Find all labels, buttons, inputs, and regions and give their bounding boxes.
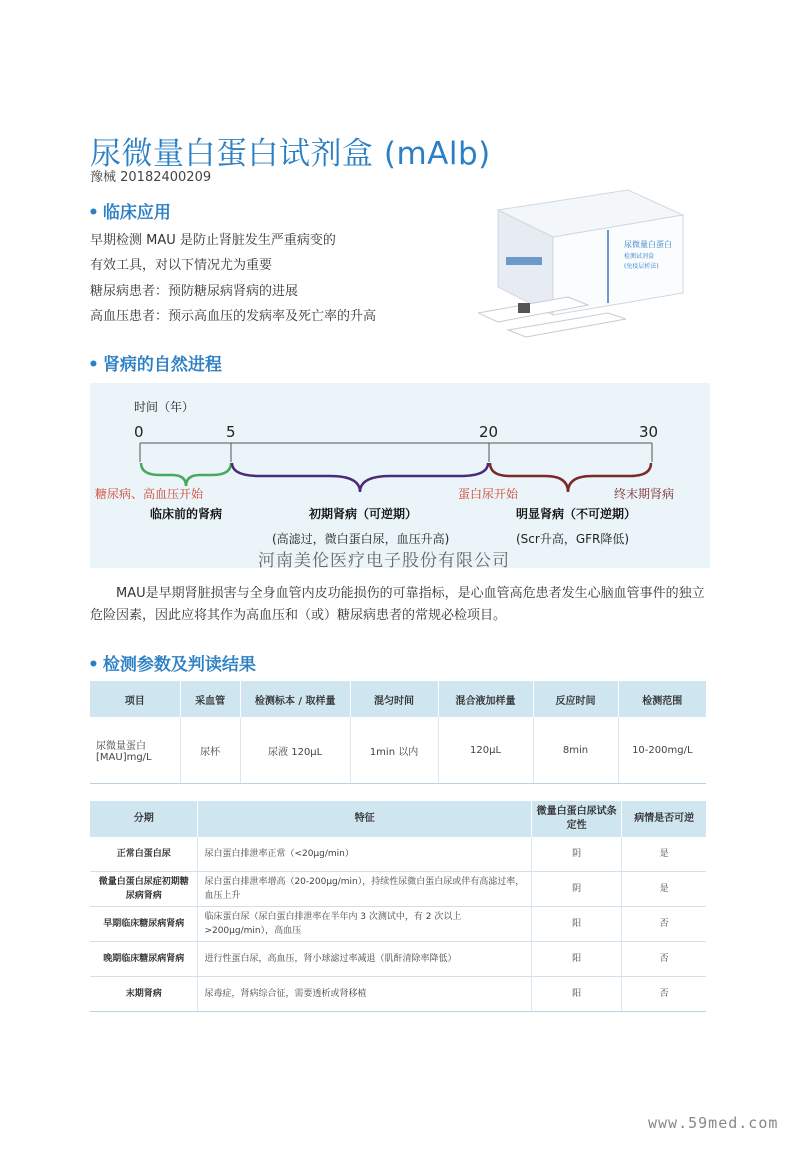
table-row [90, 717, 706, 784]
bullet-icon: • [88, 203, 99, 223]
params-col-header: 检测范围 [618, 681, 706, 717]
event-end: 终末期肾病 [614, 487, 675, 501]
table-row [90, 942, 706, 977]
brace-pre [141, 463, 231, 486]
params-table [90, 681, 706, 784]
site-url: www.59med.com [648, 1114, 779, 1132]
feature-cell: 进行性蛋白尿，高血压，肾小球滤过率减退（肌酐清除率降低） [198, 942, 531, 977]
brace-early [232, 463, 488, 492]
table-row [90, 872, 706, 907]
box-label: (免疫层析法) [624, 263, 659, 270]
company-watermark: 河南美伦医疗电子股份有限公司 [258, 551, 510, 571]
feature-cell: 尿毒症，肾病综合征，需要透析或肾移植 [198, 977, 531, 1012]
params-col-header: 检测标本 / 取样量 [240, 681, 350, 717]
stages-col-header: 微量白蛋白尿试条定性 [531, 801, 622, 837]
reversible-cell: 是 [622, 837, 706, 872]
stage-cell: 微量白蛋白尿症初期糖尿病肾病 [90, 872, 198, 907]
tick-30: 30 [639, 423, 659, 441]
params-heading [88, 650, 256, 675]
stages-col-header: 特征 [198, 801, 531, 837]
tick-5: 5 [226, 423, 236, 441]
event-start: 糖尿病、高血压开始 [95, 487, 204, 501]
reversible-cell: 是 [622, 872, 706, 907]
event-protein: 蛋白尿开始 [458, 487, 519, 501]
result-cell: 阳 [531, 942, 622, 977]
box-label: 尿微量白蛋白 [624, 240, 672, 249]
reversible-cell: 否 [622, 977, 706, 1012]
time-label: 时间（年） [134, 400, 195, 414]
stages-table [90, 801, 706, 1012]
stage-overt-note: (Scr升高，GFR降低) [516, 532, 630, 546]
reversible-cell: 否 [622, 907, 706, 942]
table-cell: 10-200mg/L [618, 717, 706, 784]
table-row [90, 907, 706, 942]
result-cell: 阳 [531, 977, 622, 1012]
table-cell: 120μL [438, 717, 533, 784]
result-cell: 阳 [531, 907, 622, 942]
mau-paragraph: MAU是早期肾脏损害与全身血管内皮功能损伤的可靠指标，是心血管高危患者发生心脑血管事件的独立危险因素，因此应将其作为高血压和（或）糖尿病患者的常规必检项目。 [90, 586, 705, 623]
table-cell: 尿液 120μL [240, 717, 350, 784]
stage-cell: 晚期临床糖尿病肾病 [90, 942, 198, 977]
clinical-line: 糖尿病患者：预防糖尿病肾病的进展 [90, 284, 299, 299]
clinical-line: 高血压患者：预示高血压的发病率及死亡率的升高 [90, 309, 377, 324]
table-cell: 1min 以内 [350, 717, 438, 784]
result-cell: 阴 [531, 872, 622, 907]
table-cell: 尿微量蛋白[MAU]mg/L [90, 717, 180, 784]
stages-col-header: 病情是否可逆 [622, 801, 706, 837]
tick-0: 0 [134, 423, 144, 441]
feature-cell: 尿白蛋白排泄率增高（20-200μg/min），持续性尿微白蛋白尿或伴有高滤过率，血压上升 [198, 872, 531, 907]
params-heading-text: 检测参数及判读结果 [102, 655, 256, 675]
page-title: 尿微量白蛋白试剂盒 (mAlb) [90, 136, 491, 172]
feature-cell: 临床蛋白尿（尿白蛋白排泄率在半年内 3 次测试中，有 2 次以上 >200μg/min），高血压 [198, 907, 531, 942]
stage-cell: 早期临床糖尿病肾病 [90, 907, 198, 942]
stage-cell: 正常白蛋白尿 [90, 837, 198, 872]
stages-header-row [90, 801, 706, 837]
stages-col-header: 分期 [90, 801, 198, 837]
clinical-line: 早期检测 MAU 是防止肾脏发生严重病变的 [90, 233, 336, 248]
progression-heading-text: 肾病的自然进程 [102, 355, 222, 375]
params-col-header: 混合液加样量 [438, 681, 533, 717]
bullet-icon: • [88, 355, 99, 375]
params-col-header: 项目 [90, 681, 180, 717]
params-col-header: 反应时间 [533, 681, 618, 717]
stage-early: 初期肾病（可逆期） [309, 507, 418, 521]
clinical-heading-text: 临床应用 [102, 203, 171, 223]
params-col-header: 采血管 [180, 681, 240, 717]
registration-number: 豫械 20182400209 [90, 170, 212, 185]
box-label: 检测试剂盒 [624, 253, 655, 260]
table-cell: 尿杯 [180, 717, 240, 784]
result-cell: 阴 [531, 837, 622, 872]
table-cell: 8min [533, 717, 618, 784]
tick-20: 20 [479, 423, 499, 441]
stage-pre: 临床前的肾病 [150, 507, 223, 521]
reversible-cell: 否 [622, 942, 706, 977]
clinical-line: 有效工具，对以下情况尤为重要 [90, 258, 273, 273]
bullet-icon: • [88, 655, 99, 675]
table-row [90, 837, 706, 872]
stage-early-note: (高滤过，微白蛋白尿，血压升高) [272, 532, 450, 546]
stage-cell: 末期肾病 [90, 977, 198, 1012]
table-row [90, 977, 706, 1012]
params-header-row [90, 681, 706, 717]
params-col-header: 混匀时间 [350, 681, 438, 717]
stage-overt: 明显肾病（不可逆期） [516, 507, 637, 521]
feature-cell: 尿白蛋白排泄率正常（<20μg/min） [198, 837, 531, 872]
